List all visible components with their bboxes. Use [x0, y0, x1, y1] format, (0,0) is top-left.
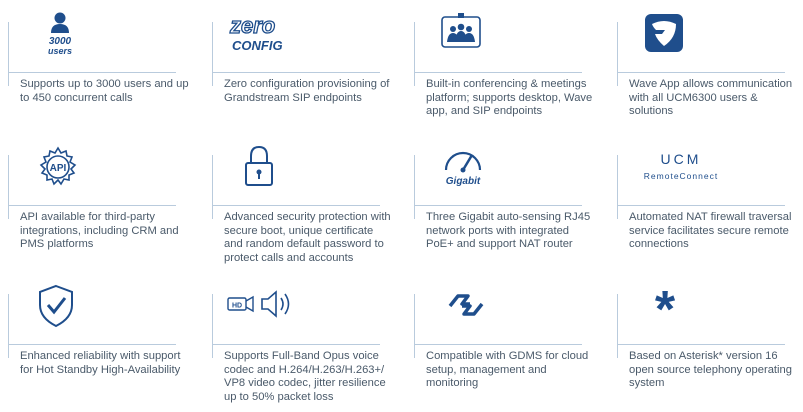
ucm-logo-text: UCM	[660, 151, 702, 167]
divider	[212, 155, 213, 219]
feature-description: API available for third-party integrations, including CRM and PMS platforms	[20, 211, 179, 251]
shield-check-icon	[36, 280, 100, 332]
config-logo-text: CONFIG	[232, 38, 283, 53]
divider	[8, 72, 176, 73]
divider	[212, 205, 380, 206]
feature-wave-app	[617, 8, 803, 138]
gigabit-label: Gigabit	[445, 176, 481, 187]
remoteconnect-logo-text: RemoteConnect	[643, 171, 719, 181]
divider	[8, 155, 9, 219]
divider	[212, 22, 213, 86]
gigabit-gauge-icon	[438, 141, 502, 193]
gdms-cloud-icon	[444, 280, 508, 332]
feature-description: Wave App allows communication with all UCM6300 users & solutions	[629, 78, 793, 118]
divider	[617, 22, 618, 86]
feature-zero-config	[212, 8, 402, 138]
feature-description: Built-in conferencing & meetings platform; supports desktop, Wave app, and SIP endpoints	[426, 78, 593, 118]
divider	[414, 344, 582, 345]
divider	[617, 294, 618, 358]
feature-conferencing	[414, 8, 604, 138]
divider	[8, 294, 9, 358]
divider	[414, 22, 415, 86]
divider	[617, 344, 785, 345]
divider	[212, 72, 380, 73]
feature-remote-connect	[617, 141, 803, 271]
feature-security	[212, 141, 402, 271]
api-gear-icon	[36, 141, 100, 193]
divider	[212, 294, 213, 358]
asterisk-icon	[645, 280, 709, 332]
asterisk-glyph: *	[654, 283, 676, 329]
feature-description: Automated NAT firewall traversal service facilitates secure remote connections	[629, 211, 792, 251]
divider	[212, 344, 380, 345]
users-count-label: 3000	[48, 36, 72, 47]
ucm-remoteconnect-logo	[627, 141, 747, 193]
divider	[8, 22, 9, 86]
feature-description: Based on Asterisk* version 16 open source telephony operating system	[629, 350, 792, 390]
feature-description: Three Gigabit auto-sensing RJ45 network ports with integrated PoE+ and support NAT router	[426, 211, 591, 251]
feature-description: Compatible with GDMS for cloud setup, management and monitoring	[426, 350, 589, 390]
feature-description: Advanced security protection with secure boot, unique certificate and random default password to protect calls and accounts	[224, 211, 391, 264]
divider	[617, 155, 618, 219]
feature-gdms	[414, 280, 604, 410]
zero-config-logo	[226, 8, 306, 60]
feature-description: Supports Full-Band Opus voice codec and H.264/H.263/H.263+/ VP8 video codec, jitter resilience up to 50% packet loss	[224, 350, 386, 403]
divider	[414, 294, 415, 358]
feature-description: Enhanced reliability with support for Hot Standby High-Availability	[20, 350, 181, 376]
zero-logo-text: zero	[230, 13, 276, 38]
padlock-icon	[242, 141, 306, 193]
feature-high-availability	[8, 280, 198, 410]
divider	[414, 205, 582, 206]
divider	[414, 155, 415, 219]
divider	[8, 205, 176, 206]
feature-gigabit	[414, 141, 604, 271]
feature-users	[8, 8, 198, 138]
api-label: API	[49, 163, 67, 174]
users-icon	[36, 8, 100, 60]
feature-description: Supports up to 3000 users and up to 450 concurrent calls	[20, 78, 189, 104]
hd-label: HD	[231, 302, 243, 310]
feature-asterisk	[617, 280, 803, 410]
divider	[414, 72, 582, 73]
divider	[617, 72, 785, 73]
feature-codecs	[212, 280, 402, 410]
conference-icon	[436, 8, 500, 60]
feature-api	[8, 141, 198, 271]
wave-app-icon	[643, 8, 707, 60]
divider	[617, 205, 785, 206]
users-word-label: users	[47, 46, 73, 56]
feature-description: Zero configuration provisioning of Grandstream SIP endpoints	[224, 78, 390, 104]
hd-video-audio-icon	[226, 280, 306, 332]
divider	[8, 344, 176, 345]
